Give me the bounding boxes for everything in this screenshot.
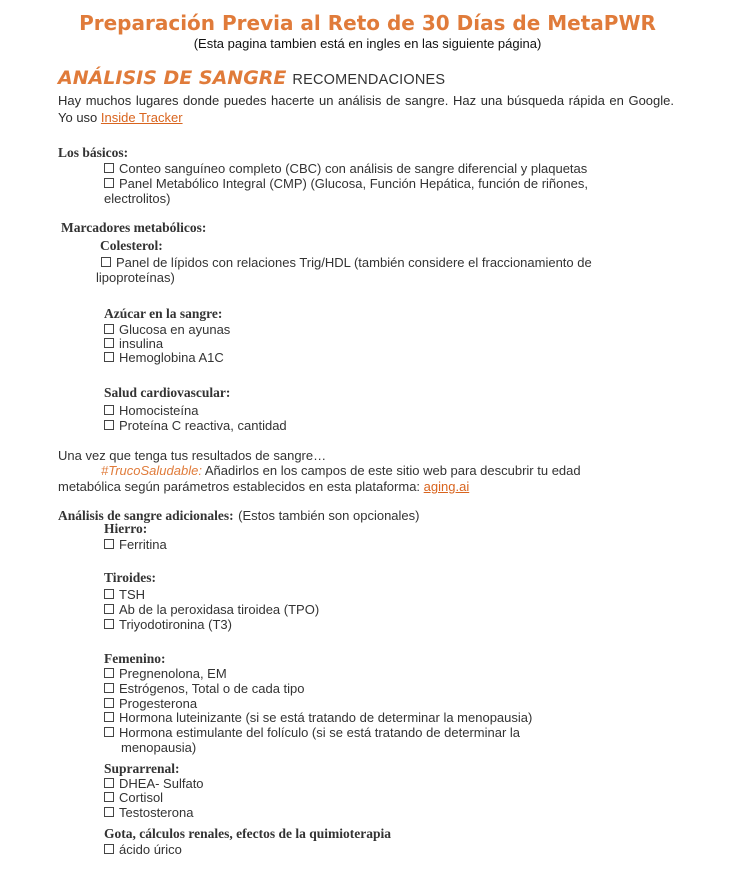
thyroid-heading: Tiroides: — [104, 570, 157, 585]
additional-heading: Análisis de sangre adicionales: — [58, 508, 234, 523]
checklist-item[interactable]: Progesterona — [104, 696, 197, 711]
results-platform-line: metabólica según parámetros establecidos en esta plataforma: aging.ai — [58, 479, 470, 494]
checkbox-icon[interactable] — [104, 807, 114, 817]
checkbox-icon[interactable] — [104, 163, 114, 173]
tip-text: Añadirlos en los campos de este sitio web para descubrir tu edad — [204, 463, 581, 478]
section-title: ANÁLISIS DE SANGRE — [58, 67, 287, 89]
female-heading: Femenino: — [104, 651, 166, 666]
checklist-item[interactable]: Homocisteína — [104, 403, 198, 418]
gout-heading: Gota, cálculos renales, efectos de la quimioterapia — [104, 826, 391, 841]
checkbox-icon[interactable] — [104, 668, 114, 678]
checklist-item[interactable]: Glucosa en ayunas — [104, 322, 230, 337]
checkbox-icon[interactable] — [104, 338, 114, 348]
checkbox-icon[interactable] — [104, 778, 114, 788]
checkbox-icon[interactable] — [104, 619, 114, 629]
checkbox-icon[interactable] — [104, 178, 114, 188]
checkbox-icon[interactable] — [104, 792, 114, 802]
additional-note: (Estos también son opcionales) — [238, 508, 420, 523]
metabolic-heading: Marcadores metabólicos: — [61, 220, 207, 235]
checklist-item[interactable]: Hemoglobina A1C — [104, 350, 224, 365]
basics-heading: Los básicos: — [58, 145, 129, 160]
section-heading — [58, 67, 445, 89]
checklist-item[interactable]: Pregnenolona, EM — [104, 666, 227, 681]
checklist-item-continuation: lipoproteínas) — [96, 270, 175, 285]
results-line: Una vez que tenga tus resultados de sangre… — [58, 448, 327, 463]
section-subtitle: RECOMENDACIONES — [292, 72, 446, 88]
page-subtitle: (Esta pagina tambien está en ingles en las siguiente página) — [193, 36, 542, 51]
checkbox-icon[interactable] — [104, 420, 114, 430]
inside-tracker-link[interactable]: Inside Tracker — [100, 110, 183, 125]
aging-ai-link[interactable]: aging.ai — [423, 479, 470, 494]
checkbox-icon[interactable] — [104, 352, 114, 362]
checkbox-icon[interactable] — [104, 324, 114, 334]
intro-text: Hay muchos lugares donde puedes hacerte un análisis de sangre. Haz una búsqueda rápida en Google. Yo uso — [58, 93, 674, 125]
checkbox-icon[interactable] — [104, 539, 114, 549]
cardio-heading: Salud cardiovascular: — [104, 385, 231, 400]
checkbox-icon[interactable] — [104, 405, 114, 415]
checklist-item[interactable]: Hormona estimulante del folículo (si se está tratando de determinar la — [104, 725, 520, 740]
checklist-item[interactable]: TSH — [104, 587, 145, 602]
checklist-item-continuation: menopausia) — [121, 740, 197, 755]
checklist-item[interactable]: Conteo sanguíneo completo (CBC) con análisis de sangre diferencial y plaquetas — [104, 161, 587, 176]
checklist-item[interactable]: Hormona luteinizante (si se está tratando de determinar la menopausia) — [104, 710, 532, 725]
iron-heading: Hierro: — [104, 521, 148, 536]
checkbox-icon[interactable] — [104, 589, 114, 599]
checkbox-icon[interactable] — [101, 257, 111, 267]
checklist-item[interactable]: Cortisol — [104, 790, 163, 805]
adrenal-heading: Suprarrenal: — [104, 761, 180, 776]
checklist-item[interactable]: Panel de lípidos con relaciones Trig/HDL (también considere el fraccionamiento de — [101, 255, 592, 270]
tip-label: #TrucoSaludable: — [101, 463, 202, 478]
checklist-item[interactable]: Ab de la peroxidasa tiroidea (TPO) — [104, 602, 319, 617]
checkbox-icon[interactable] — [104, 712, 114, 722]
intro-paragraph — [58, 92, 674, 126]
checkbox-icon[interactable] — [104, 604, 114, 614]
checkbox-icon[interactable] — [104, 844, 114, 854]
blood-sugar-heading: Azúcar en la sangre: — [104, 306, 223, 321]
checklist-item[interactable]: DHEA- Sulfato — [104, 776, 204, 791]
checklist-item[interactable]: insulina — [104, 336, 163, 351]
checkbox-icon[interactable] — [104, 683, 114, 693]
tip-line — [101, 463, 581, 478]
checklist-item[interactable]: Proteína C reactiva, cantidad — [104, 418, 287, 433]
checklist-item-continuation: electrolitos) — [104, 191, 171, 206]
page-title: Preparación Previa al Reto de 30 Días de MetaPWR — [79, 11, 656, 35]
checklist-item[interactable]: Testosterona — [104, 805, 193, 820]
checklist-item[interactable]: Ferritina — [104, 537, 167, 552]
cholesterol-heading: Colesterol: — [100, 238, 163, 253]
checklist-item[interactable]: Triyodotironina (T3) — [104, 617, 232, 632]
checkbox-icon[interactable] — [104, 698, 114, 708]
checkbox-icon[interactable] — [104, 727, 114, 737]
checklist-item[interactable]: ácido úrico — [104, 842, 182, 857]
checklist-item[interactable]: Panel Metabólico Integral (CMP) (Glucosa, Función Hepática, función de riñones, — [104, 176, 588, 191]
checklist-item[interactable]: Estrógenos, Total o de cada tipo — [104, 681, 305, 696]
